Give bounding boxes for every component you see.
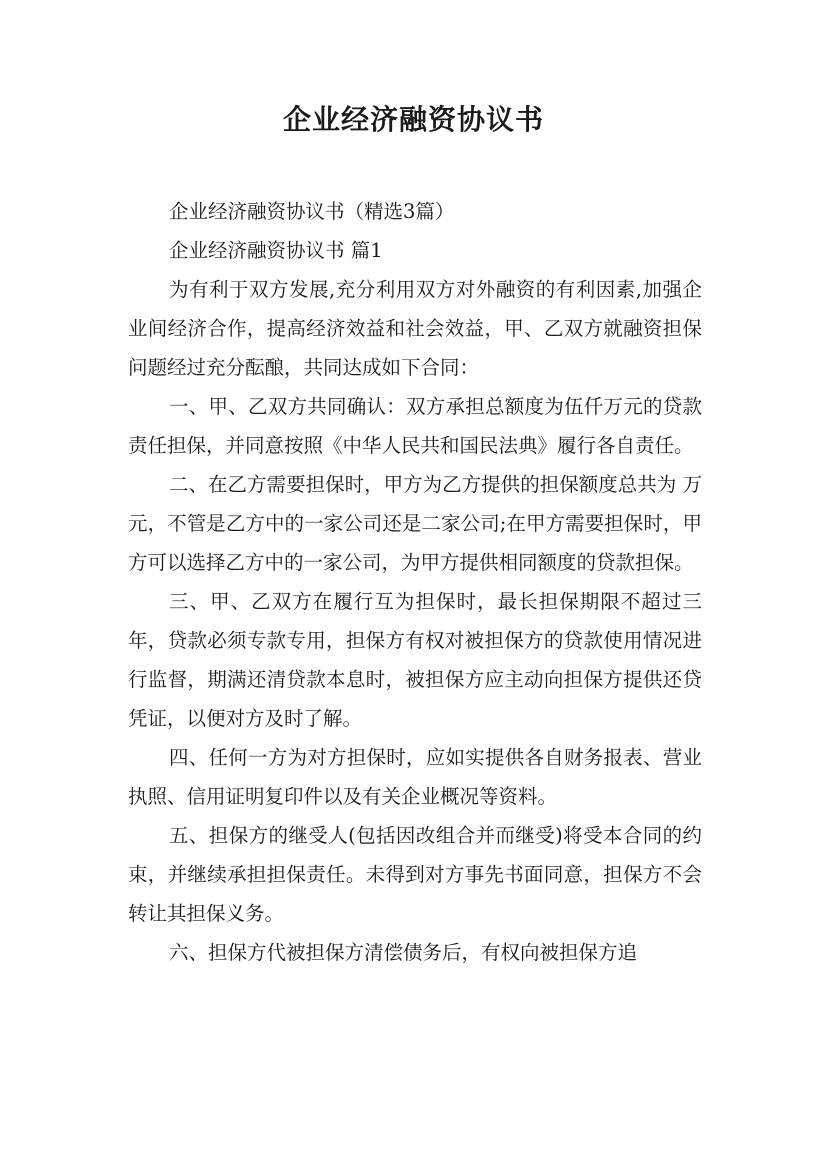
paragraph-section-heading: 企业经济融资协议书 篇1 (169, 239, 383, 262)
paragraph-clause-1: 一、甲、乙双方共同确认：双方承担总额度为伍仟万元的贷款责任担保，并同意按照《中华人民共和国民法典》履行各自责任。 (128, 395, 702, 457)
paragraph-clause-6: 六、担保方代被担保方清偿债务后，有权向被担保方追 (169, 941, 638, 964)
paragraph-subtitle: 企业经济融资协议书（精选3篇） (169, 200, 455, 223)
document-body (128, 192, 702, 972)
paragraph-preamble: 为有利于双方发展,充分利用双方对外融资的有利因素,加强企业间经济合作，提高经济效益和社会效益，甲、乙双方就融资担保问题经过充分酝酿，共同达成如下合同： (128, 278, 702, 379)
paragraph-clause-3: 三、甲、乙双方在履行互为担保时，最长担保期限不超过三年，贷款必须专款专用，担保方有权对被担保方的贷款使用情况进行监督，期满还清贷款本息时，被担保方应主动向担保方提供还贷凭证，以便对方及时了解。 (128, 590, 702, 730)
paragraph-clause-5: 五、担保方的继受人(包括因改组合并而继受)将受本合同的约束，并继续承担担保责任。未得到对方事先书面同意，担保方不会转让其担保义务。 (128, 824, 702, 925)
document-title: 企业经济融资协议书 (282, 103, 544, 136)
paragraph-clause-4: 四、任何一方为对方担保时，应如实提供各自财务报表、营业执照、信用证明复印件以及有关企业概况等资料。 (128, 746, 702, 808)
paragraph-clause-2: 二、在乙方需要担保时，甲方为乙方提供的担保额度总共为 万元，不管是乙方中的一家公司还是二家公司;在甲方需要担保时，甲方可以选择乙方中的一家公司，为甲方提供相同额度的贷款担保。 (128, 473, 702, 574)
